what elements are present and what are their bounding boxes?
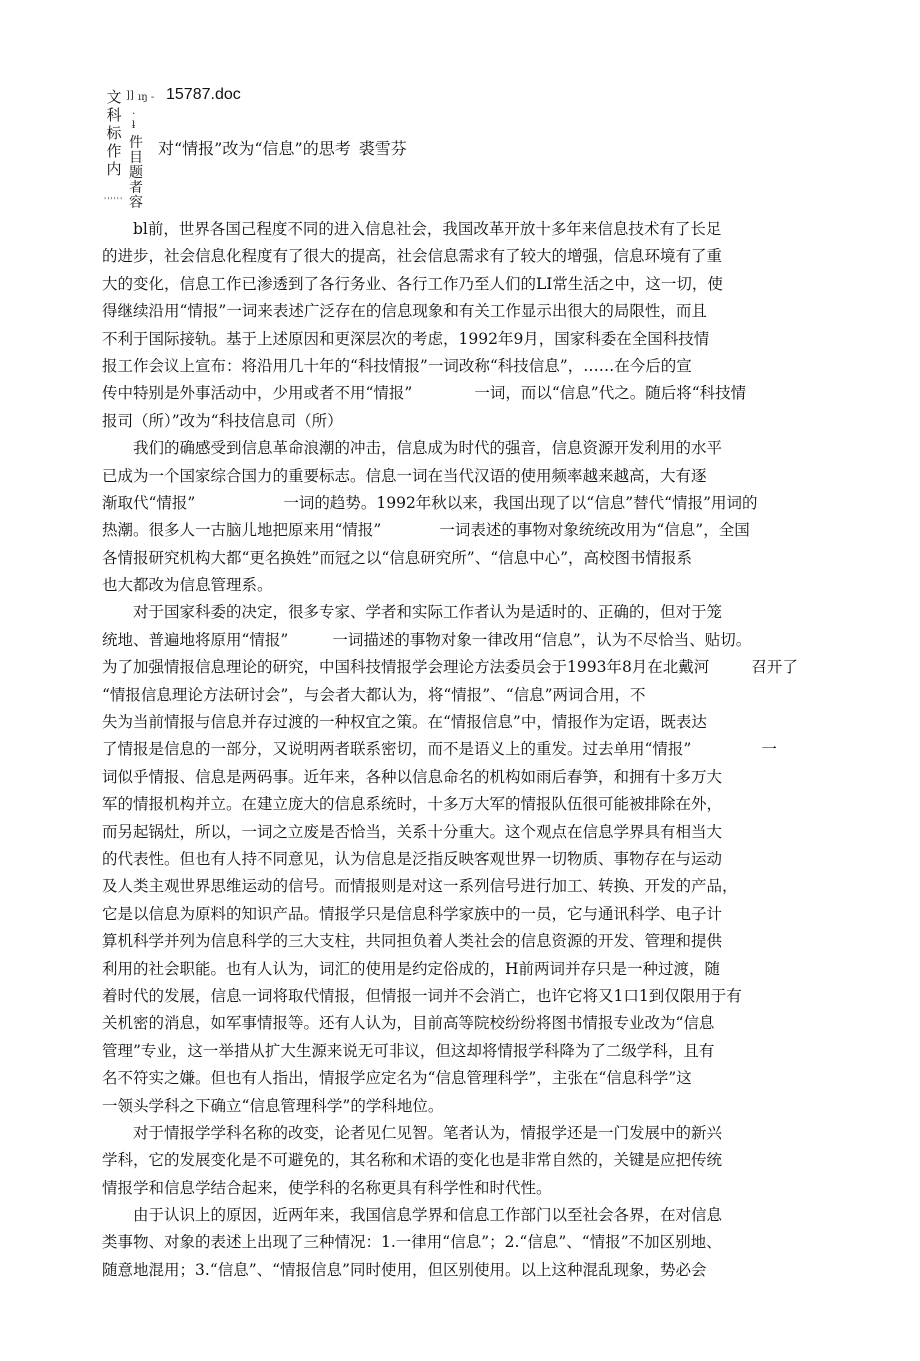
header-vertical-labels-middle: [128, 136, 144, 211]
body-line-text: 为了加强情报信息理论的研究，中国科技情报学会理论方法委员会于1993年8月在北戴河: [102, 658, 710, 677]
body-line-text: 随意地混用；3.“信息”、“情报信息”同时使用，但区别使用。以上这种混乱现象，势必会: [102, 1260, 707, 1279]
body-line: [102, 956, 822, 983]
body-line-text: 军的情报机构并立。在建立庞大的信息系统时，十多万大军的情报队伍很可能被排除在外，: [102, 795, 723, 814]
body-line: [102, 682, 822, 709]
body-line-text: 着时代的发展，信息一词将取代情报，但情报一词并不会消亡，也许它将又1口1到仅限用于有: [102, 986, 742, 1005]
body-line-text: 得继续沿用“情报”一词来表述广泛存在的信息现象和有关工作显示出很大的局限性，而且: [102, 302, 707, 321]
body-line: [102, 517, 822, 544]
header-label-middle-char: 件: [129, 135, 143, 151]
body-line: [102, 846, 822, 873]
body-line-tail: 召开了: [751, 658, 798, 677]
body-line: [102, 408, 822, 435]
body-line: [102, 271, 822, 298]
body-line: [102, 627, 822, 654]
body-line-text: 对于国家科委的决定，很多专家、学者和实际工作者认为是适时的、正确的，但对于笼: [133, 603, 723, 622]
body-line-text: 及人类主观世界思维运动的信号。而情报则是对这一系列信号进行加工、转换、开发的产品，: [102, 877, 738, 896]
body-line: [102, 1257, 822, 1284]
body-line-text: 失为当前情报与信息并存过渡的一种权宜之策。在“情报信息”中，情报作为定语，既表达: [102, 713, 707, 732]
body-line-text: 一领头学科之下确立“信息管理科学”的学科地位。: [102, 1096, 444, 1115]
header-mark-1: ]]: [126, 90, 134, 101]
body-line: [102, 1147, 822, 1174]
body-line: [102, 572, 822, 599]
body-line: [102, 1093, 822, 1120]
body-line-text: 的进步，社会信息化程度有了很大的提高，社会信息需求有了较大的增强，信息环境有了重: [102, 247, 723, 266]
body-line: [102, 243, 822, 270]
body-line-text: 词似乎情报、信息是两码事。近年来，各种以信息命名的机构如雨后春笋，和拥有十多万大: [102, 767, 723, 786]
body-line: [102, 764, 822, 791]
body-line-text: 各情报研究机构大都“更名换姓”而冠之以“信息研究所”、“信息中心”，高校图书情报系: [102, 548, 693, 567]
header-label-left-char: 标: [106, 124, 122, 142]
body-line: [102, 1120, 822, 1147]
body-line-text: 统地、普遍地将原用“情报”: [102, 630, 289, 649]
body-line: [102, 1229, 822, 1256]
body-line-text: 传中特别是外事活动中，少用或者不用“情报”: [102, 384, 413, 403]
header-label-left-char: 科: [106, 106, 122, 124]
body-line-text: 不利于国际接轨。基于上述原因和更深层次的考虑，1992年9月，国家科委在全国科技情: [102, 329, 710, 348]
body-line-text: 的代表性。但也有人持不同意见，认为信息是泛指反映客观世界一切物质、事物存在与运动: [102, 849, 723, 868]
body-line: [102, 709, 822, 736]
body-line: [102, 435, 822, 462]
body-line: [102, 819, 822, 846]
body-line: [102, 1065, 822, 1092]
header-label-left-char: 文: [106, 88, 122, 106]
body-line-text: 已成为一个国家综合国力的重要标志。信息一词在当代汉语的使用频率越来越高，大有逐: [102, 466, 707, 485]
header-label-middle-char: 者: [129, 180, 143, 196]
body-line-text: “情报信息理论方法研讨会”，与会者大都认为，将“情报”、“信息”两词合用，不: [102, 685, 646, 704]
body-line-text: 类事物、对象的表述上出现了三种情况：1.一律用“信息”；2.“信息”、“情报”不加区别地、: [102, 1233, 722, 1252]
body-line-tail: 一词，而以“信息”代之。随后将“科技情: [474, 384, 747, 403]
body-line-tail: 一: [761, 740, 777, 759]
document-title-line: [158, 136, 407, 159]
body-line-text: 关机密的消息，如军事情报等。还有人认为，目前高等院校纷纷将图书情报专业改为“信息: [102, 1014, 715, 1033]
body-line-text: 也大都改为信息管理系。: [102, 576, 273, 595]
header-label-middle-char: 题: [129, 165, 143, 181]
body-line: [102, 873, 822, 900]
body-line-text: 热潮。很多人一古脑儿地把原来用“情报”: [102, 521, 382, 540]
body-line: [102, 298, 822, 325]
body-line-text: 渐取代“情报”: [102, 493, 196, 512]
body-line: [102, 791, 822, 818]
body-line-tail: 一词描述的事物对象一律改用“信息”，认为不尽恰当、贴切。: [332, 630, 752, 649]
body-line-text: 名不符实之嫌。但也有人指出，情报学应定名为“信息管理科学”，主张在“信息科学”这: [102, 1069, 692, 1088]
body-line: [102, 1010, 822, 1037]
document-title: 对“情报”改为“信息”的思考: [158, 139, 351, 158]
body-line: [102, 1175, 822, 1202]
header-vertical-labels-left: [106, 88, 122, 178]
body-line: [102, 1202, 822, 1229]
header-mark-3: .: [132, 106, 136, 117]
body-line: [102, 983, 822, 1010]
document-filename: 15787.doc: [166, 86, 241, 103]
body-line: [102, 216, 822, 243]
body-line-text: 利用的社会职能。也有人认为，词汇的使用是约定俗成的，H前两词并存只是一种过渡，随: [102, 959, 721, 978]
header-mark-2: ıŋ -: [138, 92, 155, 103]
body-line: [102, 463, 822, 490]
header-mark-4: ƚ: [132, 120, 136, 131]
body-line: [102, 599, 822, 626]
header-label-left-char: 作: [106, 142, 122, 160]
body-line-tail: 一词表述的事物对象统统改用为“信息”，全国: [439, 521, 750, 540]
body-line: [102, 490, 822, 517]
header-label-left-char: 内: [106, 160, 122, 178]
body-line-text: 报司（所）”改为“科技信息司（所）: [102, 411, 343, 430]
document-author: 裘雪芬: [358, 139, 407, 158]
body-line-text: 算机科学并列为信息科学的三大支柱，共同担负着人类社会的信息资源的开发、管理和提供: [102, 932, 723, 951]
body-line-text: 大的变化，信息工作已渗透到了各行务业、各行工作乃至人们的LI常生活之中，这一切，使: [102, 274, 723, 293]
body-line-text: 而另起锅灶，所以，一词之立废是否恰当，关系十分重大。这个观点在信息学界具有相当大: [102, 822, 723, 841]
header-label-middle-char: 容: [129, 195, 143, 211]
body-line-text: 报工作会议上宣布：将沿用几十年的“科技情报”一词改称“科技信息”，……在今后的宣: [102, 356, 692, 375]
body-line: [102, 545, 822, 572]
body-line: [102, 326, 822, 353]
body-line-text: 学科，它的发展变化是不可避免的，其名称和术语的变化也是非常自然的，关键是应把传统: [102, 1151, 723, 1170]
body-line-text: 它是以信息为原料的知识产品。情报学只是信息科学家族中的一员，它与通讯科学、电子计: [102, 904, 723, 923]
document-body: [102, 216, 822, 1284]
body-line-text: 了情报是信息的一部分，又说明两者联系密切，而不是语义上的重发。过去单用“情报”: [102, 740, 692, 759]
body-line-text: bl前，世界各国己程度不同的进入信息社会，我国改革开放十多年来信息技术有了长足: [133, 220, 722, 238]
body-line-tail: 一词的趋势。1992年秋以来，我国出现了以“信息”替代“情报”用词的: [283, 493, 758, 512]
body-line: [102, 736, 822, 763]
body-line-text: 由于认识上的原因，近两年来，我国信息学界和信息工作部门以至社会各界，在对信息: [133, 1206, 723, 1225]
body-line: [102, 1038, 822, 1065]
body-line-text: 我们的确感受到信息革命浪潮的冲击，信息成为时代的强音，信息资源开发利用的水平: [133, 439, 723, 458]
body-line: [102, 654, 822, 681]
body-line-text: 情报学和信息学结合起来，使学科的名称更具有科学性和时代性。: [102, 1178, 552, 1197]
body-line: [102, 380, 822, 407]
header-mark-5: '''''': [104, 196, 124, 205]
body-line: [102, 928, 822, 955]
body-line-text: 对于情报学学科名称的改变，论者见仁见智。笔者认为，情报学还是一门发展中的新兴: [133, 1123, 723, 1142]
header-label-middle-char: 目: [129, 150, 143, 166]
body-line: [102, 353, 822, 380]
body-line: [102, 901, 822, 928]
body-line-text: 管理”专业，这一举措从扩大生源来说无可非议，但这却将情报学科降为了二级学科，且有: [102, 1041, 715, 1060]
